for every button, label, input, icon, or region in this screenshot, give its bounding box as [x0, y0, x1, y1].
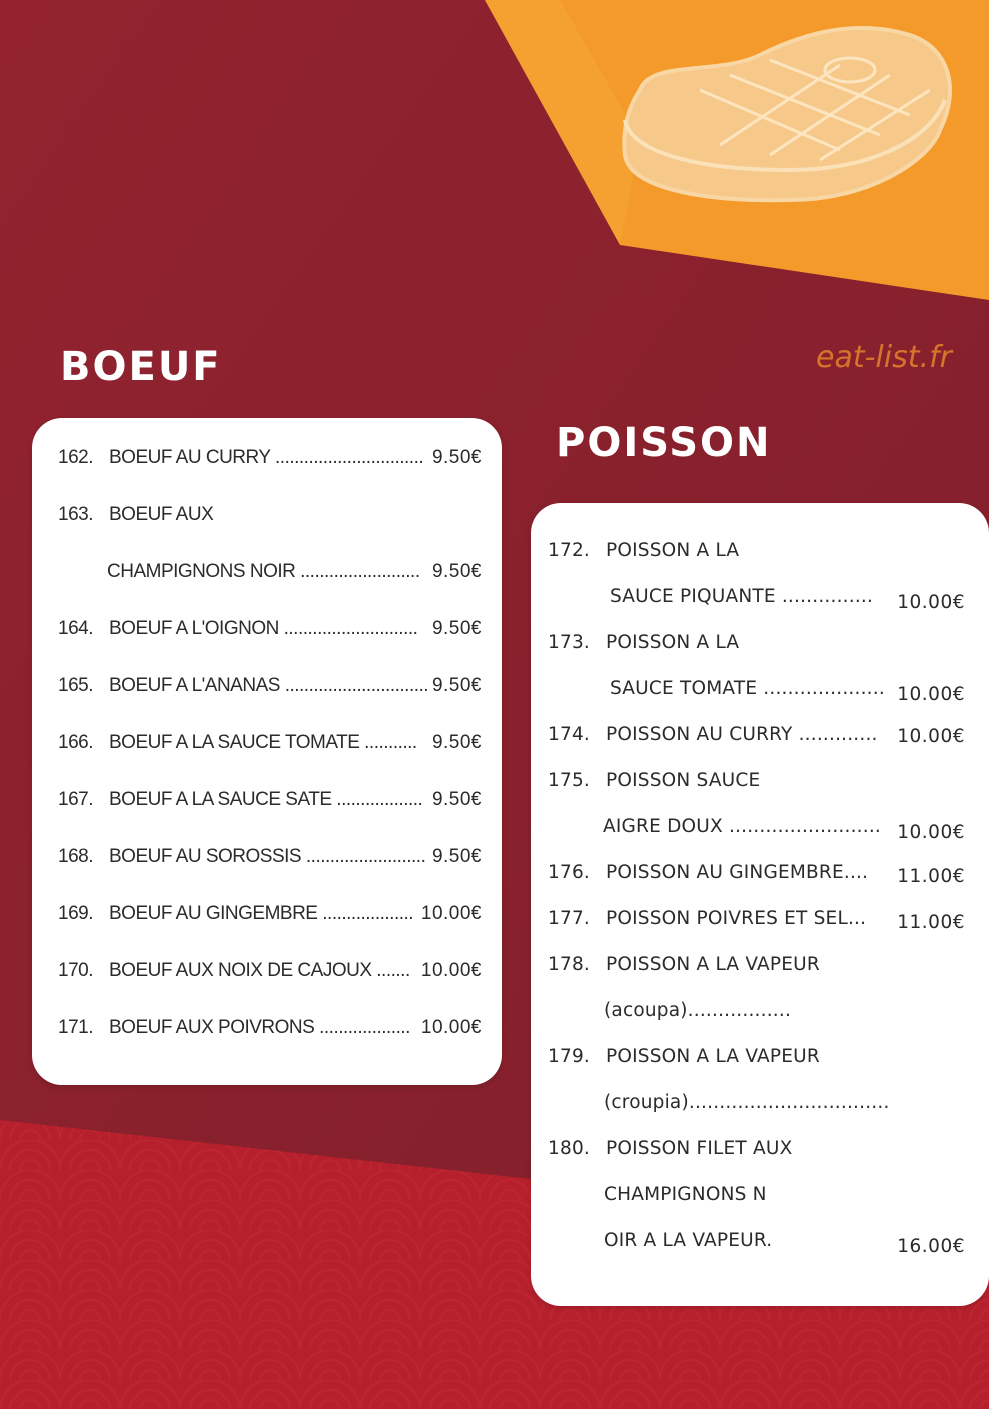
item-price: 9.50€ [431, 675, 482, 696]
menu-line [32, 731, 502, 757]
item-price: 10.00€ [897, 726, 965, 747]
menu-line [531, 1229, 989, 1255]
menu-card-boeuf [32, 418, 502, 1085]
item-number: 164. [58, 618, 93, 639]
item-number: 174. [548, 724, 590, 745]
menu-line [32, 617, 502, 643]
item-price: 10.00€ [420, 903, 482, 924]
menu-line [32, 902, 502, 928]
item-number: 176. [548, 862, 590, 883]
item-number: 169. [58, 903, 93, 924]
item-name: POISSON A LA [606, 540, 740, 561]
item-name: OIR A LA VAPEUR. [604, 1230, 773, 1251]
menu-line [32, 1016, 502, 1042]
menu-line [32, 959, 502, 985]
item-price: 10.00€ [897, 822, 965, 843]
menu-line [531, 861, 989, 887]
item-price: 9.50€ [431, 447, 482, 468]
menu-line [32, 503, 502, 529]
item-name: (acoupa)................. [604, 1000, 792, 1021]
item-number: 173. [548, 632, 590, 653]
item-number: 168. [58, 846, 93, 867]
menu-line [531, 999, 989, 1025]
item-price: 11.00€ [897, 866, 965, 887]
menu-line [531, 1045, 989, 1071]
item-price: 10.00€ [420, 1017, 482, 1038]
item-name: POISSON FILET AUX [606, 1138, 793, 1159]
menu-line [531, 769, 989, 795]
item-price: 10.00€ [897, 592, 965, 613]
item-name: SAUCE TOMATE .................... [610, 678, 885, 699]
item-number: 162. [58, 447, 93, 468]
watermark: eat-list.fr [816, 340, 952, 375]
item-name: BOEUF A L'ANANAS .............................. [109, 675, 429, 696]
item-number: 167. [58, 789, 93, 810]
item-number: 166. [58, 732, 93, 753]
menu-line [32, 446, 502, 472]
item-price: 16.00€ [897, 1236, 965, 1257]
item-name: POISSON A LA VAPEUR [606, 954, 820, 975]
item-name: BOEUF AUX NOIX DE CAJOUX ....... [109, 960, 410, 981]
item-name: POISSON AU CURRY ............. [606, 724, 878, 745]
menu-line [32, 845, 502, 871]
item-price: 9.50€ [431, 561, 482, 582]
item-number: 165. [58, 675, 93, 696]
menu-card-poisson [531, 503, 989, 1306]
menu-line [531, 677, 989, 703]
menu-line [531, 539, 989, 565]
menu-line [531, 1183, 989, 1209]
item-name: (croupia)................................. [604, 1092, 890, 1113]
item-name: CHAMPIGNONS N [604, 1184, 767, 1205]
item-name: BOEUF A LA SAUCE TOMATE ........... [109, 732, 417, 753]
item-number: 178. [548, 954, 590, 975]
menu-line [32, 788, 502, 814]
menu-line [531, 907, 989, 933]
item-name: BOEUF AU SOROSSIS ......................... [109, 846, 426, 867]
item-name: BOEUF A L'OIGNON ............................ [109, 618, 418, 639]
item-number: 175. [548, 770, 590, 791]
item-number: 177. [548, 908, 590, 929]
item-name: CHAMPIGNONS NOIR ......................... [107, 561, 420, 582]
menu-line [531, 585, 989, 611]
menu-line [32, 674, 502, 700]
menu-line [531, 953, 989, 979]
item-name: SAUCE PIQUANTE ............... [610, 586, 874, 607]
item-price: 10.00€ [897, 684, 965, 705]
item-price: 9.50€ [431, 789, 482, 810]
item-name: POISSON AU GINGEMBRE.... [606, 862, 869, 883]
item-name: AIGRE DOUX ......................... [603, 816, 881, 837]
item-name: BOEUF A LA SAUCE SATE .................. [109, 789, 423, 810]
item-number: 170. [58, 960, 93, 981]
steak-icon [610, 20, 960, 210]
item-name: POISSON A LA [606, 632, 740, 653]
item-name: POISSON A LA VAPEUR [606, 1046, 820, 1067]
item-price: 9.50€ [431, 618, 482, 639]
item-price: 9.50€ [431, 732, 482, 753]
menu-line [531, 631, 989, 657]
item-number: 179. [548, 1046, 590, 1067]
item-price: 9.50€ [431, 846, 482, 867]
item-number: 172. [548, 540, 590, 561]
item-name: POISSON POIVRES ET SEL... [606, 908, 867, 929]
menu-line [531, 815, 989, 841]
item-name: BOEUF AU GINGEMBRE ................... [109, 903, 414, 924]
item-number: 180. [548, 1138, 590, 1159]
item-name: POISSON SAUCE [606, 770, 761, 791]
item-name: BOEUF AU CURRY ............................... [109, 447, 424, 468]
menu-line [531, 1137, 989, 1163]
item-number: 171. [58, 1017, 93, 1038]
menu-line [531, 1091, 989, 1117]
item-name: BOEUF AUX [109, 504, 214, 525]
item-price: 10.00€ [420, 960, 482, 981]
menu-line [32, 560, 502, 586]
item-price: 11.00€ [897, 912, 965, 933]
item-name: BOEUF AUX POIVRONS ................... [109, 1017, 410, 1038]
section-title-poisson: POISSON [556, 420, 772, 466]
menu-line [531, 723, 989, 749]
item-number: 163. [58, 504, 93, 525]
section-title-boeuf: BOEUF [60, 344, 222, 390]
